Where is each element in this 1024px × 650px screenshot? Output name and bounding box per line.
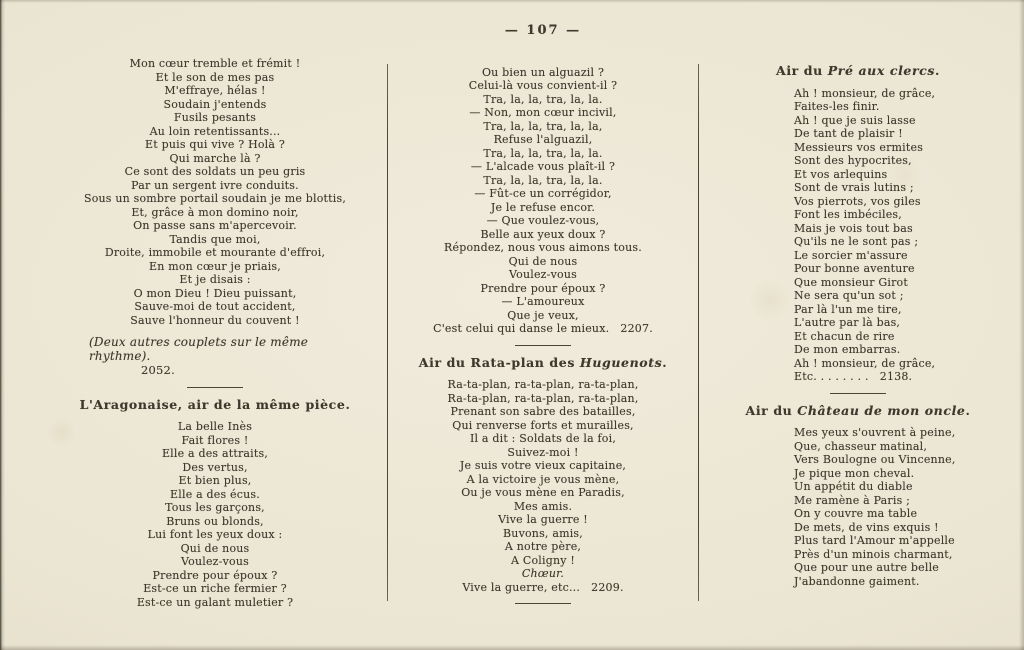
verse-line: Prendre pour époux ?: [152, 568, 278, 582]
verse-line: Et le son de mes pas: [155, 70, 275, 84]
verse-line: Fusils pesants: [173, 111, 257, 124]
heading-prefix: Air du: [776, 63, 828, 78]
verse-line: Mon cœur tremble et frémit !: [129, 57, 301, 70]
verse-line: Droite, immobile et mourante d'effroi,: [104, 246, 326, 259]
verse-line: Vos pierrots, vos giles: [794, 194, 921, 208]
verse-line: De mon embarras.: [794, 343, 901, 356]
verse-line: Ra-ta-plan, ra-ta-plan, ra-ta-plan,: [447, 378, 639, 391]
heading-title-italic: Pré aux clercs: [827, 63, 936, 78]
verse-line: Et chacun de rire: [794, 329, 895, 343]
verse-line: Ou bien un alguazil ?: [481, 65, 605, 79]
heading-aragonaise: L'Aragonaise, air de la même pièce.: [79, 396, 351, 412]
poem-mes-yeux: [712, 426, 1004, 588]
verse-line: Ne sera qu'un sot ;: [794, 289, 904, 302]
verse-line: Sont de vrais lutins ;: [794, 181, 914, 194]
page-number: — 107 —: [504, 23, 582, 38]
verse-line: Sous un sombre portail soudain je me blottis,: [83, 192, 347, 205]
verse-line: Belle aux yeux doux ?: [480, 227, 606, 241]
verse-line: Un appétit du diable: [794, 480, 913, 493]
verse-line: Tra, la, la, tra, la, la,: [483, 119, 603, 133]
verse-line: — L'alcade vous plaît-il ?: [470, 160, 616, 173]
column-left: [65, 57, 365, 609]
verse-line: Mes yeux s'ouvrent à peine,: [794, 426, 956, 439]
verse-line: De mets, de vins exquis !: [794, 520, 939, 534]
verse-line: Est-ce un riche fermier ?: [143, 582, 287, 595]
verse-line: Le sorcier m'assure: [794, 248, 908, 262]
verse-line: Prendre pour époux ?: [480, 281, 606, 295]
verse-line: L'autre par là bas,: [794, 316, 901, 329]
verse-line: Qui renverse forts et murailles,: [452, 418, 634, 432]
verse-line: Tra, la, la, tra, la, la.: [483, 92, 603, 106]
verse-line: J'abandonne gaiment.: [794, 574, 920, 588]
verse-line: Suivez-moi !: [507, 445, 579, 459]
verse-line: Mes amis.: [513, 499, 573, 513]
verse-line: Et, grâce à mon domino noir,: [131, 205, 299, 219]
verse-line: O mon Dieu ! Dieu puissant,: [133, 286, 297, 300]
verse-line: Des vertus,: [182, 460, 248, 474]
verse-line: Et je disais :: [179, 273, 251, 286]
scan-edge-top: [0, 0, 1024, 3]
verse-line: Etc. . . . . . . . 2138.: [794, 370, 913, 383]
verse-line: A notre père,: [504, 540, 582, 553]
verse-line: La belle Inès: [177, 420, 253, 433]
verse-line: Je le refuse encor.: [490, 200, 596, 214]
verse-line: En mon cœur je priais,: [149, 259, 281, 273]
heading-chateau: [712, 404, 1004, 418]
verse-line: Et puis qui vive ? Holà ?: [145, 138, 285, 151]
verse-line: Tandis que moi,: [169, 232, 261, 246]
verse-line: Mais je vois tout bas: [794, 221, 913, 235]
column-divider-left: [387, 64, 388, 601]
verse-line: Ce sont des soldats un peu gris: [124, 165, 306, 178]
verse-line: Que monsieur Girot: [794, 275, 908, 289]
verse-line: A la victoire je vous mène,: [466, 472, 620, 486]
verse-line: On passe sans m'apercevoir.: [133, 219, 297, 232]
verse-line: Vive la guerre !: [498, 513, 588, 526]
verse-line: Ra-ta-plan, ra-ta-plan, ra-ta-plan,: [447, 391, 639, 405]
heading-rataplan: [396, 356, 690, 370]
verse-line: Refuse l'alguazil,: [493, 133, 593, 146]
verse-line: M'effraye, hélas !: [164, 84, 266, 97]
verse-line: Qu'ils ne le sont pas ;: [794, 235, 919, 248]
verse-line: Sauve l'honneur du couvent !: [130, 313, 300, 327]
heading-title-italic: Château de mon oncle: [797, 402, 966, 418]
verse-line: Soudain j'entends: [163, 97, 267, 111]
verse-line: Tra, la, la, tra, la, la.: [483, 173, 603, 187]
scan-edge-bottom: [0, 645, 1024, 650]
verse-line: Et vos arlequins: [794, 167, 888, 181]
verse-line: Qui marche là ?: [169, 151, 261, 165]
verse-line: Qui de nous: [508, 254, 578, 268]
column-divider-right: [698, 64, 699, 601]
verse-line: Messieurs vos ermites: [794, 140, 924, 154]
verse-line: Vive la guerre, etc... 2209.: [462, 580, 624, 594]
verse-line: Tous les garçons,: [165, 501, 265, 514]
verse-line: Je suis votre vieux capitaine,: [459, 459, 627, 472]
heading-suffix: .: [965, 402, 971, 418]
verse-line: Il a dit : Soldats de la foi,: [469, 432, 617, 445]
verse-line: Au loin retentissants...: [149, 124, 281, 138]
verse-line: Que je veux,: [507, 308, 579, 322]
heading-pre-aux-clercs: [712, 64, 1004, 78]
verse-line: Près d'un minois charmant,: [794, 547, 953, 561]
verse-line: Et bien plus,: [178, 474, 252, 487]
poem-alguazil: [396, 66, 690, 336]
verse-line: Sont des hypocrites,: [794, 154, 912, 167]
verse-line: Elle a des écus.: [170, 487, 260, 501]
separator: [515, 603, 571, 604]
poem-rataplan: [396, 378, 690, 594]
verse-line: Par un sergent ivre conduits.: [131, 178, 299, 192]
note-couplets: (Deux autres couplets sur le même rhythme).: [89, 335, 309, 363]
verse-line: Celui-là vous convient-il ?: [468, 79, 618, 92]
scan-edge-left: [0, 0, 5, 650]
verse-line: Bruns ou blonds,: [166, 514, 264, 528]
separator: [830, 393, 886, 394]
poem-ah-monsieur: [712, 87, 1004, 384]
verse-line: Fait flores !: [181, 433, 249, 447]
verse-line: — Fût-ce un corrégidor,: [474, 187, 612, 200]
heading-prefix: Air du Rata-plan des: [418, 354, 580, 370]
heading-suffix: .: [935, 63, 940, 78]
verse-line: Lui font les yeux doux :: [147, 528, 283, 541]
verse-line: Font les imbéciles,: [794, 208, 902, 221]
column-middle: [396, 24, 690, 610]
verse-line: Tra, la, la, tra, la, la.: [483, 146, 603, 160]
verse-line: Que, chasseur matinal,: [794, 439, 928, 453]
heading-suffix: .: [662, 354, 668, 370]
verse-line: Faites-les finir.: [794, 100, 880, 113]
verse-line: Pour bonne aventure: [794, 262, 915, 275]
verse-line: Chœur.: [521, 567, 565, 580]
verse-line: On y couvre ma table: [794, 507, 918, 520]
verse-line: Je pique mon cheval.: [794, 466, 915, 480]
verse-line: Voulez-vous: [509, 268, 577, 281]
verse-line: A Coligny !: [511, 553, 575, 567]
verse-line: Prenant son sabre des batailles,: [450, 405, 636, 418]
verse-line: Buvons, amis,: [503, 526, 583, 540]
verse-line: Par là l'un me tire,: [794, 302, 902, 316]
poem-mon-coeur: [65, 57, 365, 327]
verse-line: Répondez, nous vous aimons tous.: [444, 241, 642, 254]
verse-line: Est-ce un galant muletier ?: [136, 595, 294, 609]
verse-line: Elle a des attraits,: [161, 447, 269, 460]
heading-prefix: Air du: [745, 402, 798, 418]
verse-line: Voulez-vous: [181, 555, 249, 568]
verse-line: Plus tard l'Amour m'appelle: [794, 534, 955, 547]
verse-line: Que pour une autre belle: [794, 561, 940, 574]
verse-line: Vers Boulogne ou Vincenne,: [794, 453, 956, 466]
verse-line: Me ramène à Paris ;: [794, 493, 911, 507]
verse-line: Qui de nous: [180, 541, 250, 555]
verse-line: Ah ! monsieur, de grâce,: [794, 86, 936, 100]
verse-line: Sauve-moi de tout accident,: [134, 300, 296, 313]
verse-line: Ah ! monsieur, de grâce,: [794, 356, 936, 370]
column-right: [712, 64, 1004, 588]
poem-la-belle-ines: [65, 420, 365, 609]
separator: [515, 345, 571, 346]
separator: [187, 387, 243, 388]
verse-line: — Non, mon cœur incivil,: [469, 106, 617, 119]
verse-line: — Que voulez-vous,: [486, 214, 600, 227]
heading-title-italic: Huguenots: [579, 354, 663, 370]
verse-line: De tant de plaisir !: [794, 127, 903, 140]
scan-edge-right: [1019, 0, 1024, 650]
verse-line: Ou je vous mène en Paradis,: [461, 486, 625, 499]
song-number-2052: 2052.: [141, 363, 175, 377]
verse-line: C'est celui qui danse le mieux. 2207.: [433, 322, 653, 335]
verse-line: Ah ! que je suis lasse: [794, 113, 916, 127]
verse-line: — L'amoureux: [501, 295, 585, 308]
